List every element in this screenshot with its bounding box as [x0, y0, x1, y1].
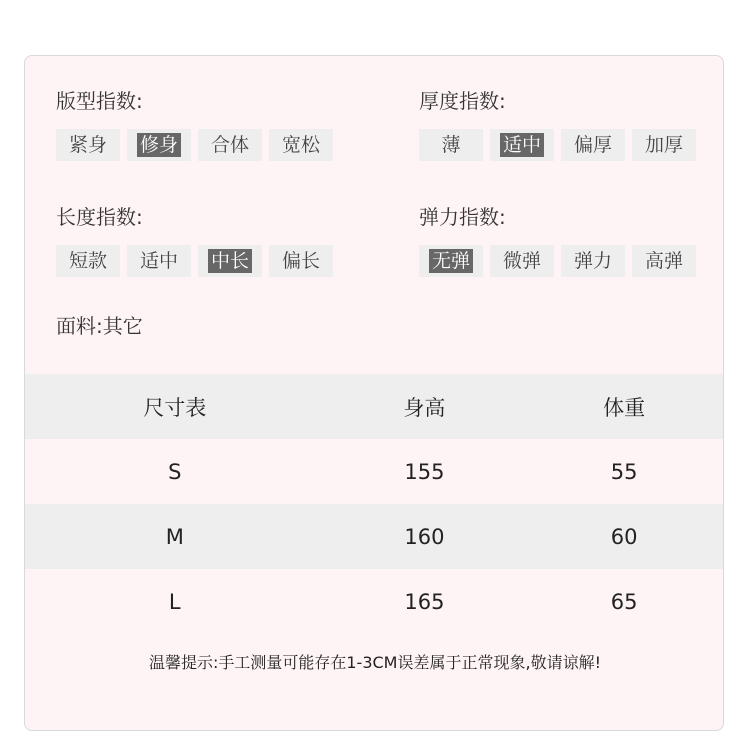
- length-option-long: 偏长: [269, 245, 333, 277]
- size-info-card: [24, 55, 724, 731]
- table-cell: 165: [404, 589, 445, 614]
- size-table-header: 尺寸表: [143, 395, 207, 420]
- table-cell: 160: [404, 524, 445, 549]
- thickness-index-title: 厚度指数:: [419, 89, 506, 113]
- length-option-short: 短款: [56, 245, 120, 277]
- stretch-option-high: 高弹: [632, 245, 696, 277]
- stretch-index-title: 弹力指数:: [419, 205, 506, 229]
- table-cell: 60: [610, 524, 638, 549]
- thickness-index-group: [419, 87, 696, 161]
- stretch-index-options: [419, 245, 696, 277]
- fit-index-options: [56, 129, 333, 161]
- table-cell: 65: [610, 589, 638, 614]
- size-table-header-row: [25, 374, 724, 439]
- length-index-options: [56, 245, 333, 277]
- length-index-group: [56, 203, 333, 277]
- length-index-title: 长度指数:: [56, 205, 143, 229]
- fit-option-regular: 合体: [198, 129, 262, 161]
- table-cell: L: [168, 589, 181, 614]
- stretch-option-slight: 微弹: [490, 245, 554, 277]
- thickness-option-thin: 薄: [419, 129, 483, 161]
- thickness-option-thickish: 偏厚: [561, 129, 625, 161]
- length-option-midlength: 中长: [198, 245, 262, 277]
- table-cell: M: [165, 524, 184, 549]
- thickness-option-thick: 加厚: [632, 129, 696, 161]
- measurement-note: 温馨提示:手工测量可能存在1-3CM误差属于正常现象,敬请谅解!: [148, 653, 601, 672]
- table-cell: 55: [610, 459, 638, 484]
- stretch-option-stretch: 弹力: [561, 245, 625, 277]
- fit-option-slim: 修身: [127, 129, 191, 161]
- fabric-label: 面料:其它: [56, 314, 143, 338]
- fit-index-title: 版型指数:: [56, 89, 143, 113]
- size-table-header: 身高: [403, 395, 446, 420]
- fit-option-tight: 紧身: [56, 129, 120, 161]
- fit-index-group: [56, 87, 333, 161]
- fit-option-loose: 宽松: [269, 129, 333, 161]
- thickness-index-options: [419, 129, 696, 161]
- length-option-regular: 适中: [127, 245, 191, 277]
- table-row: [25, 569, 724, 634]
- table-row: [25, 439, 724, 504]
- table-cell: S: [168, 459, 182, 484]
- stretch-index-group: [419, 203, 696, 277]
- size-table: [25, 374, 724, 634]
- stretch-option-none: 无弹: [419, 245, 483, 277]
- table-cell: 155: [404, 459, 445, 484]
- size-table-header: 体重: [603, 395, 646, 420]
- table-row: [25, 504, 724, 569]
- thickness-option-medium: 适中: [490, 129, 554, 161]
